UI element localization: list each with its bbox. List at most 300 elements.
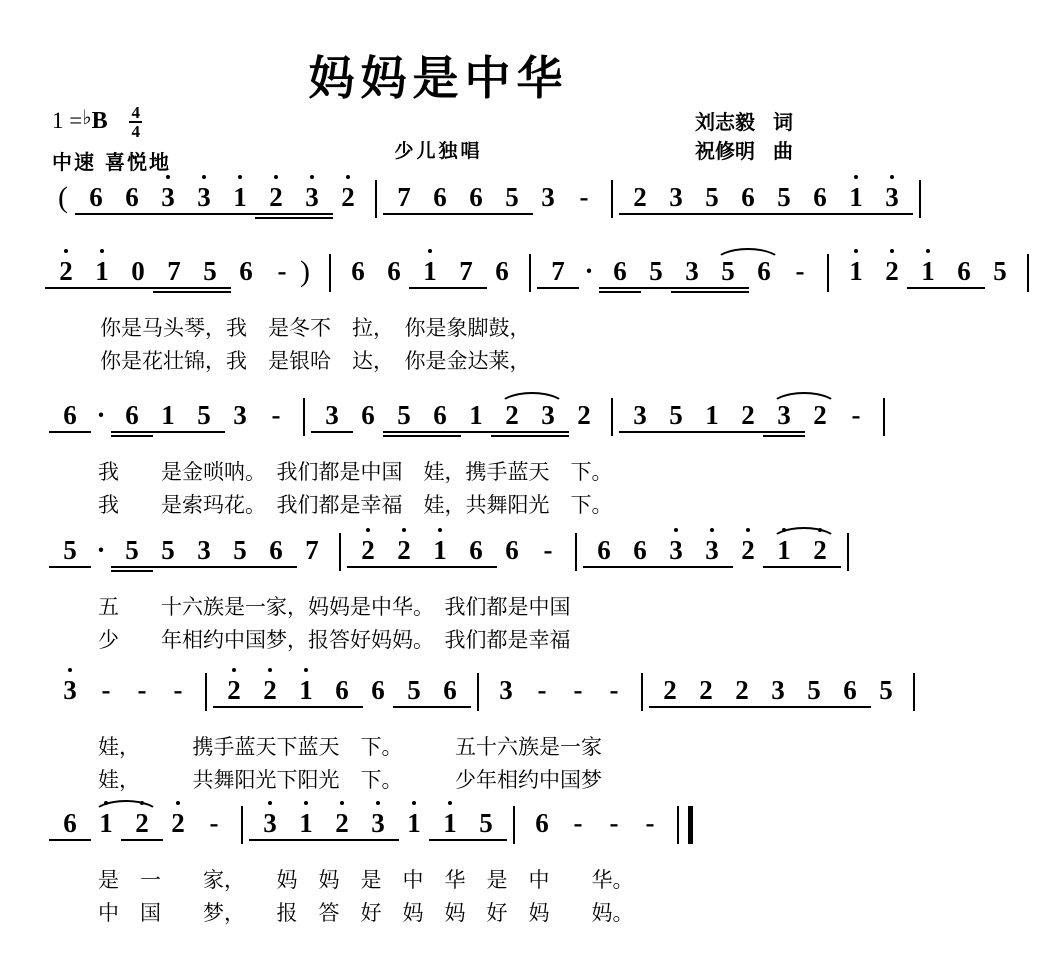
parenthesis: ( <box>58 181 68 214</box>
note-digit: 6 <box>371 675 385 705</box>
lyricist-role: 词 <box>773 110 793 134</box>
note-digit: 3 <box>186 535 222 565</box>
note-digit: 3 <box>760 675 796 705</box>
note-digit: 2 <box>330 182 366 212</box>
note <box>910 256 946 296</box>
page-title: 妈妈是中华 <box>308 51 569 105</box>
note-digit: 3 <box>766 400 802 430</box>
note-digit: 5 <box>396 675 432 705</box>
note-digit: 6 <box>495 256 509 286</box>
note <box>622 182 658 222</box>
note <box>386 400 422 440</box>
note-digit: 2 <box>622 182 658 212</box>
duration-dash: - <box>645 808 655 838</box>
lyrics-text: 少 年相约中国梦，报答好妈妈。 我们都是幸福 <box>98 628 571 652</box>
lyrics-text: 娃， 携手蓝天下蓝天 下。 五十六族是一家 <box>98 735 602 759</box>
note <box>228 256 264 296</box>
note <box>330 182 366 222</box>
note <box>832 675 868 715</box>
note <box>386 535 422 575</box>
lyrics-block <box>0 864 877 930</box>
barline <box>611 180 613 218</box>
composer-role: 曲 <box>773 139 793 163</box>
tempo-marking: 中速 喜悦地 <box>52 150 171 174</box>
note-digit: 6 <box>458 182 494 212</box>
note <box>120 256 156 296</box>
key-note: B <box>91 108 108 134</box>
barline <box>339 533 341 571</box>
time-signature <box>129 104 142 140</box>
note-digit: 3 <box>674 256 710 286</box>
note <box>324 808 360 848</box>
barline <box>1027 254 1029 292</box>
note <box>114 400 150 440</box>
note-digit: 3 <box>52 675 88 705</box>
note-digit: 6 <box>351 256 365 286</box>
note <box>658 182 694 222</box>
note-digit: 3 <box>622 400 658 430</box>
note <box>540 256 576 296</box>
slur <box>770 392 838 407</box>
note-digit: 3 <box>294 182 330 212</box>
system-1 <box>0 181 899 238</box>
lyrics-line <box>100 312 877 345</box>
note <box>868 675 904 715</box>
note <box>586 535 622 575</box>
note-digit: 3 <box>360 808 396 838</box>
note-digit: 3 <box>314 400 350 430</box>
note-digit: 6 <box>78 182 114 212</box>
note-digit: 3 <box>252 808 288 838</box>
note-digit: 6 <box>52 808 88 838</box>
note <box>494 182 530 222</box>
note <box>150 535 186 575</box>
note-row <box>0 181 899 238</box>
key-signature <box>52 104 142 140</box>
note-digit: 1 <box>150 400 186 430</box>
note-digit: 6 <box>458 535 494 565</box>
note-digit: 2 <box>652 675 688 705</box>
note-row <box>0 255 1007 312</box>
note <box>458 400 494 440</box>
note <box>694 400 730 440</box>
duration-dash: - <box>609 808 619 838</box>
note <box>314 400 350 440</box>
note <box>494 535 530 575</box>
note <box>396 808 432 848</box>
note-digit: 6 <box>535 808 549 838</box>
note-digit: 2 <box>216 675 252 705</box>
subtitle: 少儿独唱 <box>394 140 483 162</box>
duration-dash: - <box>851 400 861 430</box>
note-digit: 1 <box>412 256 448 286</box>
duration-dash: - <box>579 182 589 212</box>
note <box>386 182 422 222</box>
time-signature-denominator: 4 <box>131 122 140 141</box>
note <box>766 182 802 222</box>
note-digit: 2 <box>577 400 591 430</box>
duration-dash: - <box>277 256 287 286</box>
note-digit: 5 <box>658 400 694 430</box>
note <box>258 182 294 222</box>
note-digit: 5 <box>694 182 730 212</box>
system-5 <box>0 675 893 797</box>
lyrics-text: 是 一 家， 妈 妈 是 中 华 是 中 华。 <box>98 868 634 892</box>
duration-dash: - <box>271 400 281 430</box>
note <box>652 675 688 715</box>
note-digit: 5 <box>186 400 222 430</box>
barline <box>513 806 515 844</box>
note-digit: 2 <box>688 675 724 705</box>
note <box>874 182 910 222</box>
note-digit: 6 <box>946 256 982 286</box>
note <box>150 182 186 222</box>
note <box>468 808 504 848</box>
note-digit: 7 <box>305 535 319 565</box>
note <box>458 182 494 222</box>
lyrics-text: 我 是索玛花。 我们都是幸福 娃，共舞阳光 下。 <box>98 493 613 517</box>
note-digit: 5 <box>638 256 674 286</box>
slur <box>714 248 782 263</box>
note <box>422 182 458 222</box>
note <box>396 675 432 715</box>
note <box>252 675 288 715</box>
note <box>324 675 360 715</box>
note-digit: 6 <box>258 535 294 565</box>
note <box>114 182 150 222</box>
duration-dash: - <box>173 675 183 705</box>
note-digit: 6 <box>361 400 375 430</box>
note <box>150 400 186 440</box>
note-digit: 6 <box>239 256 253 286</box>
note <box>602 256 638 296</box>
dotted-duration: · <box>96 535 106 565</box>
note-digit: 6 <box>114 182 150 212</box>
flat-symbol: ♭ <box>82 107 92 129</box>
note-digit: 3 <box>186 182 222 212</box>
note-digit: 3 <box>530 400 566 430</box>
note-digit: 5 <box>386 400 422 430</box>
barline <box>913 673 915 711</box>
note-digit: 1 <box>910 256 946 286</box>
note <box>350 535 386 575</box>
note <box>674 256 710 296</box>
note <box>222 182 258 222</box>
note-digit: 6 <box>832 675 868 705</box>
note-digit: 2 <box>124 808 160 838</box>
note-digit: 6 <box>324 675 360 705</box>
lyrics-block <box>0 312 877 378</box>
dotted-duration: · <box>584 256 594 286</box>
note <box>422 535 458 575</box>
note-digit: 6 <box>586 535 622 565</box>
lyricist-name: 刘志毅 <box>695 110 755 134</box>
slur <box>770 527 838 542</box>
note-digit: 1 <box>838 182 874 212</box>
slur <box>498 392 566 407</box>
note-digit: 2 <box>730 535 766 565</box>
note-digit: 3 <box>694 535 730 565</box>
note <box>622 535 658 575</box>
barline <box>641 673 643 711</box>
duration-dash: - <box>543 535 553 565</box>
note-digit: 5 <box>879 675 893 705</box>
note-digit: 2 <box>494 400 530 430</box>
note-row <box>0 535 877 591</box>
duration-dash: - <box>573 808 583 838</box>
note-digit: 5 <box>494 182 530 212</box>
lyrics-line <box>98 764 877 797</box>
lyricist-credit <box>695 108 793 137</box>
note <box>838 182 874 222</box>
note <box>530 182 566 222</box>
note-digit: 7 <box>448 256 484 286</box>
note <box>222 400 258 440</box>
lyrics-text: 五 十六族是一家，妈妈是中华。 我们都是中国 <box>98 595 571 619</box>
note-digit: 6 <box>730 182 766 212</box>
composer-credit <box>695 137 793 166</box>
note-digit: 2 <box>48 256 84 286</box>
note-digit: 6 <box>422 400 458 430</box>
note <box>566 400 602 440</box>
note <box>694 535 730 575</box>
note <box>524 808 560 848</box>
lyrics-text: 我 是金唢呐。 我们都是中国 娃，携手蓝天 下。 <box>98 460 613 484</box>
note <box>350 400 386 440</box>
note <box>258 535 294 575</box>
barline <box>241 806 243 844</box>
note <box>360 808 396 848</box>
note-row <box>0 675 893 731</box>
note-digit: 5 <box>192 256 228 286</box>
note-digit: 7 <box>386 182 422 212</box>
note <box>360 675 396 715</box>
note <box>340 256 376 296</box>
note-digit: 0 <box>120 256 156 286</box>
note <box>186 182 222 222</box>
note <box>52 400 88 440</box>
note <box>78 182 114 222</box>
note-digit: 7 <box>540 256 576 286</box>
lyrics-line <box>98 864 877 897</box>
barline <box>303 398 305 436</box>
slur <box>92 800 160 815</box>
note <box>694 182 730 222</box>
note <box>294 182 330 222</box>
note-row <box>0 808 877 864</box>
credits <box>695 108 793 166</box>
note-digit: 1 <box>222 182 258 212</box>
lyrics-line <box>98 731 877 764</box>
note-digit: 5 <box>766 182 802 212</box>
barline <box>883 398 885 436</box>
note-digit: 6 <box>52 400 88 430</box>
note-digit: 1 <box>84 256 120 286</box>
note <box>156 256 192 296</box>
lyrics-block <box>0 456 877 522</box>
note <box>802 182 838 222</box>
note-digit: 2 <box>350 535 386 565</box>
note <box>982 256 1018 296</box>
note <box>422 400 458 440</box>
note-digit: 1 <box>422 535 458 565</box>
note <box>724 675 760 715</box>
system-4 <box>0 535 877 657</box>
note-digit: 6 <box>387 256 401 286</box>
lyrics-text: 中 国 梦， 报 答 好 妈 妈 好 妈 妈。 <box>98 901 634 925</box>
note <box>730 400 766 440</box>
lyrics-block <box>0 591 877 657</box>
lyrics-line <box>98 489 877 522</box>
note-digit: 6 <box>802 182 838 212</box>
note <box>688 675 724 715</box>
note-digit: 5 <box>993 256 1007 286</box>
note-digit: 2 <box>724 675 760 705</box>
note-digit: 2 <box>258 182 294 212</box>
barline <box>919 180 921 218</box>
note-digit: 3 <box>658 182 694 212</box>
note <box>658 535 694 575</box>
note-digit: 1 <box>432 808 468 838</box>
note-digit: 5 <box>52 535 88 565</box>
note <box>838 256 874 296</box>
note-digit: 2 <box>252 675 288 705</box>
note-digit: 2 <box>160 808 196 838</box>
note <box>432 808 468 848</box>
note <box>288 808 324 848</box>
note <box>114 535 150 575</box>
note <box>730 535 766 575</box>
note-digit: 5 <box>150 535 186 565</box>
duration-dash: - <box>609 675 619 705</box>
lyrics-block <box>0 731 877 797</box>
composer-name: 祝修明 <box>695 139 755 163</box>
note <box>622 400 658 440</box>
note-digit: 7 <box>156 256 192 286</box>
note <box>638 256 674 296</box>
system-2 <box>0 255 1007 378</box>
note-digit: 5 <box>114 535 150 565</box>
note <box>216 675 252 715</box>
note <box>796 675 832 715</box>
barline <box>611 398 613 436</box>
note <box>376 256 412 296</box>
note-digit: 6 <box>114 400 150 430</box>
barline <box>329 254 331 292</box>
note-digit: 6 <box>505 535 519 565</box>
note <box>192 256 228 296</box>
note-digit: 5 <box>222 535 258 565</box>
lyrics-line <box>98 897 877 930</box>
note-digit: 6 <box>602 256 638 286</box>
note <box>488 675 524 715</box>
note-digit: 1 <box>288 808 324 838</box>
note <box>946 256 982 296</box>
barline <box>477 673 479 711</box>
lyrics-line <box>98 624 877 657</box>
note <box>222 535 258 575</box>
note-digit: 3 <box>874 182 910 212</box>
note <box>458 535 494 575</box>
note-digit: 6 <box>622 535 658 565</box>
barline <box>575 533 577 571</box>
note-digit: 5 <box>710 256 746 286</box>
duration-dash: - <box>137 675 147 705</box>
note-digit: 2 <box>386 535 422 565</box>
note-digit: 1 <box>694 400 730 430</box>
lyrics-text: 娃， 共舞阳光下阳光 下。 少年相约中国梦 <box>98 768 602 792</box>
note <box>48 256 84 296</box>
note-digit: 3 <box>150 182 186 212</box>
note <box>84 256 120 296</box>
note <box>730 182 766 222</box>
system-6 <box>0 808 877 930</box>
lyrics-line <box>98 456 877 489</box>
barline <box>827 254 829 292</box>
lyrics-line <box>98 591 877 624</box>
note-digit: 5 <box>468 808 504 838</box>
note <box>186 400 222 440</box>
note-digit: 6 <box>757 256 771 286</box>
barline <box>205 673 207 711</box>
parenthesis: ) <box>300 255 310 288</box>
lyrics-text: 你是花壮锦，我 是银哈 达， 你是金达莱， <box>100 349 531 373</box>
barline <box>529 254 531 292</box>
lyrics-line <box>100 345 877 378</box>
note <box>186 535 222 575</box>
duration-dash: - <box>209 808 219 838</box>
note-digit: 1 <box>458 400 494 430</box>
note <box>52 675 88 715</box>
time-signature-numerator: 4 <box>131 103 140 122</box>
note-digit: 2 <box>730 400 766 430</box>
note <box>432 675 468 715</box>
note-digit: 1 <box>288 675 324 705</box>
note-digit: 6 <box>432 675 468 705</box>
note-digit: 1 <box>396 808 432 838</box>
note-row <box>0 400 877 456</box>
note <box>252 808 288 848</box>
note-digit: 2 <box>813 400 827 430</box>
note <box>484 256 520 296</box>
note-digit: 1 <box>838 256 874 286</box>
final-barline <box>677 806 693 844</box>
note <box>52 535 88 575</box>
note-digit: 5 <box>796 675 832 705</box>
barline <box>847 533 849 571</box>
lyrics-text: 你是马头琴，我 是冬不 拉， 你是象脚鼓， <box>100 316 531 340</box>
note-digit: 3 <box>541 182 555 212</box>
note <box>288 675 324 715</box>
duration-dash: - <box>101 675 111 705</box>
note-digit: 3 <box>499 675 513 705</box>
note-digit: 1 <box>766 535 802 565</box>
duration-dash: - <box>537 675 547 705</box>
note <box>294 535 330 575</box>
note <box>448 256 484 296</box>
note <box>52 808 88 848</box>
note-digit: 2 <box>802 535 838 565</box>
note-digit: 6 <box>422 182 458 212</box>
note <box>160 808 196 848</box>
note <box>412 256 448 296</box>
system-3 <box>0 400 877 522</box>
note <box>760 675 796 715</box>
note <box>874 256 910 296</box>
note-digit: 3 <box>233 400 247 430</box>
dotted-duration: · <box>96 400 106 430</box>
duration-dash: - <box>573 675 583 705</box>
